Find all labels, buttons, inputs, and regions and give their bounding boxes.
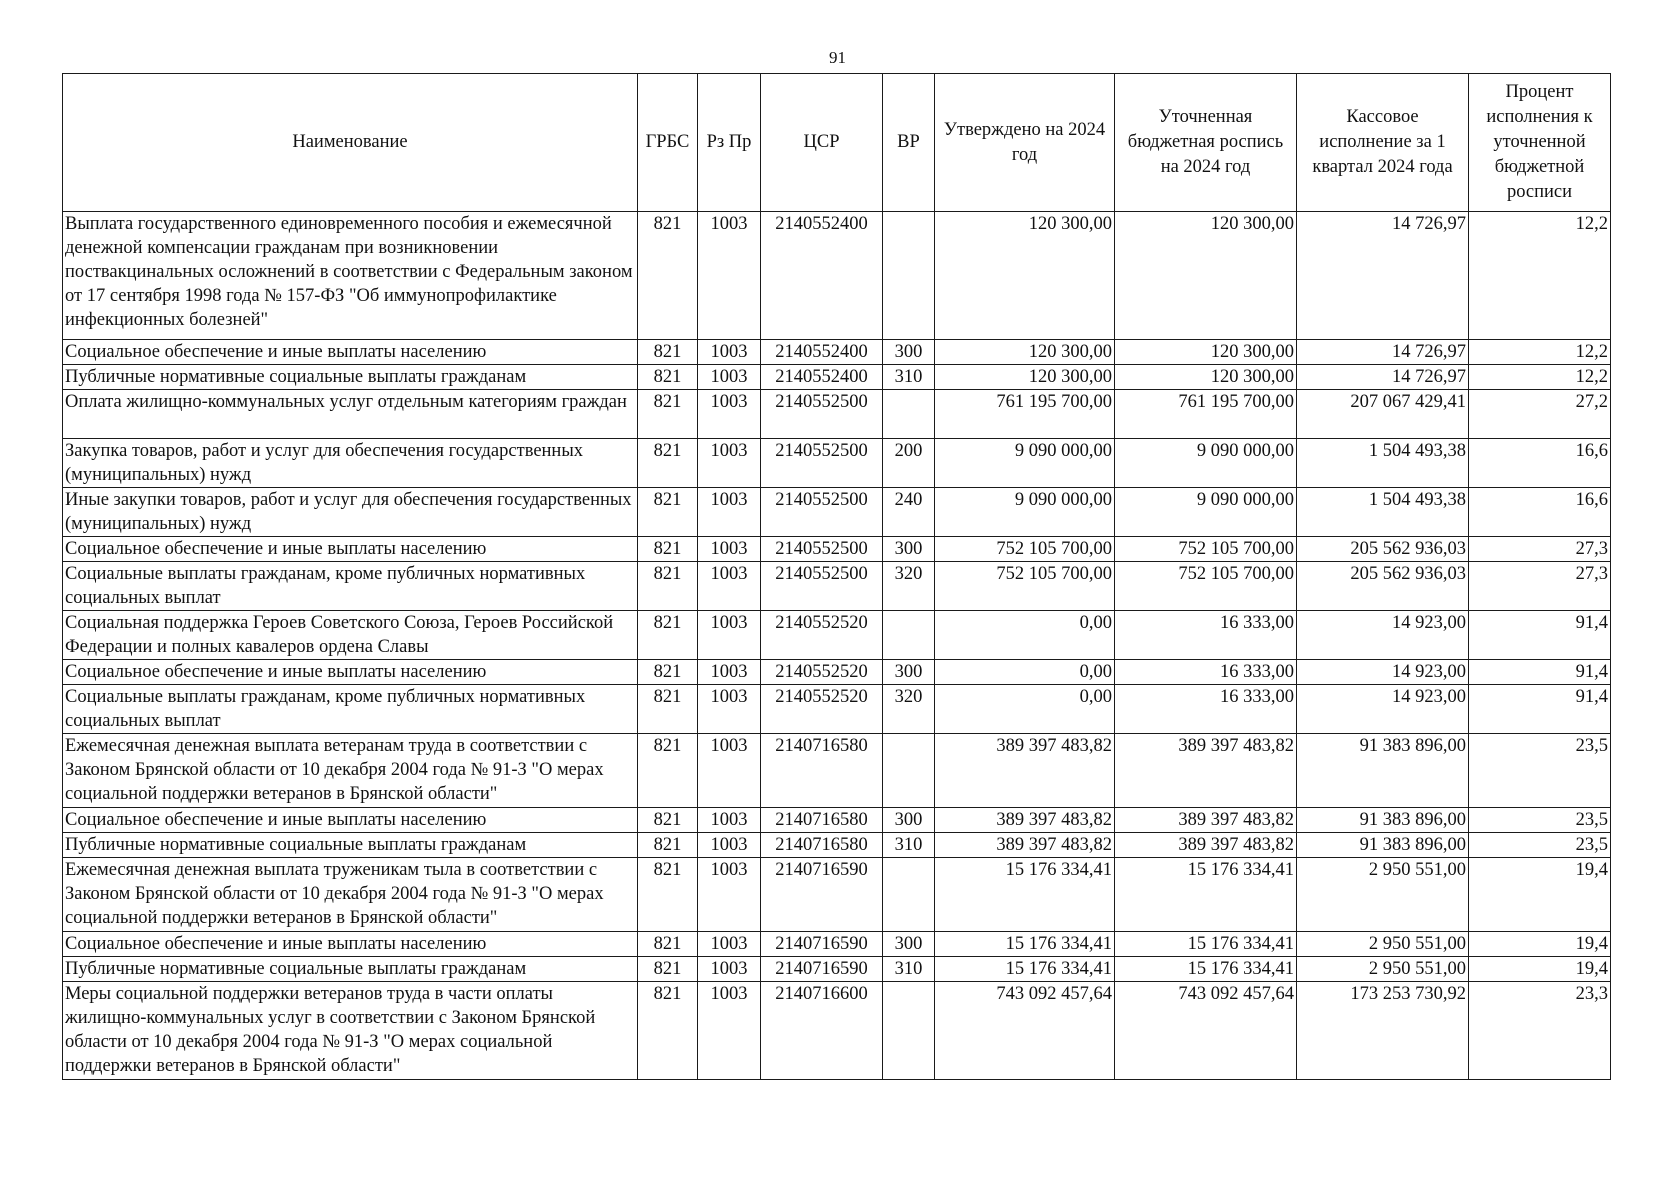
cell-refined: 16 333,00 (1115, 660, 1297, 685)
cell-rzpr: 1003 (698, 833, 761, 858)
cell-cash: 205 562 936,03 (1297, 537, 1469, 562)
cell-approved: 9 090 000,00 (935, 439, 1115, 488)
cell-csr: 2140716590 (761, 858, 883, 932)
cell-cash: 14 726,97 (1297, 212, 1469, 340)
cell-grbs: 821 (638, 734, 698, 808)
cell-csr: 2140552400 (761, 365, 883, 390)
cell-vr: 300 (883, 932, 935, 957)
cell-grbs: 821 (638, 390, 698, 439)
cell-vr: 300 (883, 660, 935, 685)
cell-rzpr: 1003 (698, 858, 761, 932)
cell-percent: 16,6 (1469, 488, 1611, 537)
budget-execution-table (62, 73, 1611, 1080)
cell-approved: 752 105 700,00 (935, 537, 1115, 562)
cell-cash: 91 383 896,00 (1297, 808, 1469, 833)
cell-approved: 761 195 700,00 (935, 390, 1115, 439)
cell-vr: 310 (883, 365, 935, 390)
cell-name: Закупка товаров, работ и услуг для обеспечения государственных (муниципальных) нужд (63, 439, 638, 488)
cell-grbs: 821 (638, 562, 698, 611)
table-row (63, 390, 1611, 439)
cell-refined: 752 105 700,00 (1115, 537, 1297, 562)
cell-grbs: 821 (638, 808, 698, 833)
cell-name: Ежемесячная денежная выплата труженикам тыла в соответствии с Законом Брянской области от 10 декабря 2004 года № 91-З "О мерах социальной поддержки ветеранов в Брянской области" (63, 858, 638, 932)
header-percent: Процент исполнения к уточненной бюджетной росписи (1469, 74, 1611, 212)
cell-approved: 9 090 000,00 (935, 488, 1115, 537)
cell-vr: 320 (883, 562, 935, 611)
cell-name: Социальное обеспечение и иные выплаты населению (63, 808, 638, 833)
cell-grbs: 821 (638, 537, 698, 562)
cell-rzpr: 1003 (698, 390, 761, 439)
cell-cash: 2 950 551,00 (1297, 858, 1469, 932)
cell-name: Меры социальной поддержки ветеранов труда в части оплаты жилищно-коммунальных услуг в соответствии с Законом Брянской области от 10 декабря 2004 года № 91-З "О мерах социальной поддержки ветеранов в Брянской области" (63, 982, 638, 1080)
cell-rzpr: 1003 (698, 982, 761, 1080)
cell-grbs: 821 (638, 340, 698, 365)
cell-csr: 2140716590 (761, 957, 883, 982)
cell-approved: 0,00 (935, 611, 1115, 660)
cell-grbs: 821 (638, 833, 698, 858)
cell-percent: 12,2 (1469, 340, 1611, 365)
cell-cash: 14 726,97 (1297, 365, 1469, 390)
cell-percent: 23,5 (1469, 808, 1611, 833)
cell-grbs: 821 (638, 982, 698, 1080)
table-row (63, 562, 1611, 611)
table-row (63, 858, 1611, 932)
cell-name: Социальное обеспечение и иные выплаты населению (63, 660, 638, 685)
cell-name: Социальная поддержка Героев Советского Союза, Героев Российской Федерации и полных кавалеров ордена Славы (63, 611, 638, 660)
cell-refined: 120 300,00 (1115, 212, 1297, 340)
cell-csr: 2140716580 (761, 808, 883, 833)
cell-refined: 389 397 483,82 (1115, 734, 1297, 808)
header-grbs: ГРБС (638, 74, 698, 212)
cell-vr: 240 (883, 488, 935, 537)
cell-vr (883, 212, 935, 340)
cell-rzpr: 1003 (698, 957, 761, 982)
cell-rzpr: 1003 (698, 212, 761, 340)
table-row (63, 537, 1611, 562)
cell-csr: 2140552500 (761, 537, 883, 562)
cell-cash: 2 950 551,00 (1297, 957, 1469, 982)
cell-grbs: 821 (638, 439, 698, 488)
cell-grbs: 821 (638, 488, 698, 537)
cell-cash: 1 504 493,38 (1297, 439, 1469, 488)
cell-vr (883, 858, 935, 932)
table-row (63, 685, 1611, 734)
cell-name: Социальное обеспечение и иные выплаты населению (63, 340, 638, 365)
cell-approved: 120 300,00 (935, 365, 1115, 390)
cell-refined: 752 105 700,00 (1115, 562, 1297, 611)
cell-name: Социальные выплаты гражданам, кроме публичных нормативных социальных выплат (63, 685, 638, 734)
cell-csr: 2140552500 (761, 390, 883, 439)
table-row (63, 932, 1611, 957)
page-number: 91 (829, 48, 846, 67)
header-cash: Кассовое исполнение за 1 квартал 2024 года (1297, 74, 1469, 212)
cell-vr (883, 390, 935, 439)
cell-grbs: 821 (638, 660, 698, 685)
cell-rzpr: 1003 (698, 340, 761, 365)
cell-cash: 207 067 429,41 (1297, 390, 1469, 439)
cell-csr: 2140716600 (761, 982, 883, 1080)
cell-refined: 389 397 483,82 (1115, 808, 1297, 833)
cell-approved: 15 176 334,41 (935, 957, 1115, 982)
cell-vr: 310 (883, 833, 935, 858)
cell-grbs: 821 (638, 957, 698, 982)
cell-vr: 310 (883, 957, 935, 982)
cell-approved: 743 092 457,64 (935, 982, 1115, 1080)
cell-approved: 120 300,00 (935, 340, 1115, 365)
cell-percent: 16,6 (1469, 439, 1611, 488)
cell-refined: 743 092 457,64 (1115, 982, 1297, 1080)
cell-csr: 2140716590 (761, 932, 883, 957)
table-row (63, 660, 1611, 685)
cell-cash: 1 504 493,38 (1297, 488, 1469, 537)
cell-refined: 120 300,00 (1115, 365, 1297, 390)
header-approved: Утверждено на 2024 год (935, 74, 1115, 212)
cell-percent: 91,4 (1469, 611, 1611, 660)
cell-name: Публичные нормативные социальные выплаты гражданам (63, 833, 638, 858)
table-body (63, 212, 1611, 1080)
cell-refined: 761 195 700,00 (1115, 390, 1297, 439)
cell-percent: 19,4 (1469, 957, 1611, 982)
cell-csr: 2140552520 (761, 611, 883, 660)
cell-rzpr: 1003 (698, 537, 761, 562)
cell-name: Выплата государственного единовременного пособия и ежемесячной денежной компенсации гражданам при возникновении поствакцинальных осложнений в соответствии с Федеральным законом от 17 сентября 1998 года № 157-ФЗ "Об иммунопрофилактике инфекционных болезней" (63, 212, 638, 340)
cell-approved: 15 176 334,41 (935, 932, 1115, 957)
cell-vr (883, 611, 935, 660)
cell-approved: 389 397 483,82 (935, 833, 1115, 858)
cell-cash: 14 923,00 (1297, 685, 1469, 734)
cell-csr: 2140552520 (761, 685, 883, 734)
cell-approved: 752 105 700,00 (935, 562, 1115, 611)
header-name: Наименование (63, 74, 638, 212)
cell-rzpr: 1003 (698, 611, 761, 660)
cell-refined: 15 176 334,41 (1115, 957, 1297, 982)
table-header-row (63, 74, 1611, 212)
cell-name: Оплата жилищно-коммунальных услуг отдельным категориям граждан (63, 390, 638, 439)
table-row (63, 734, 1611, 808)
cell-refined: 389 397 483,82 (1115, 833, 1297, 858)
cell-csr: 2140552500 (761, 439, 883, 488)
cell-name: Ежемесячная денежная выплата ветеранам труда в соответствии с Законом Брянской области от 10 декабря 2004 года № 91-З "О мерах социальной поддержки ветеранов в Брянской области" (63, 734, 638, 808)
cell-percent: 23,3 (1469, 982, 1611, 1080)
cell-vr: 300 (883, 537, 935, 562)
cell-name: Социальное обеспечение и иные выплаты населению (63, 537, 638, 562)
cell-csr: 2140716580 (761, 833, 883, 858)
table-row (63, 212, 1611, 340)
cell-vr (883, 982, 935, 1080)
cell-vr (883, 734, 935, 808)
cell-vr: 320 (883, 685, 935, 734)
cell-percent: 23,5 (1469, 833, 1611, 858)
cell-grbs: 821 (638, 611, 698, 660)
cell-approved: 120 300,00 (935, 212, 1115, 340)
cell-name: Публичные нормативные социальные выплаты гражданам (63, 365, 638, 390)
table-row (63, 439, 1611, 488)
table-row (63, 808, 1611, 833)
cell-refined: 16 333,00 (1115, 685, 1297, 734)
cell-name: Социальное обеспечение и иные выплаты населению (63, 932, 638, 957)
cell-refined: 15 176 334,41 (1115, 932, 1297, 957)
table-row (63, 982, 1611, 1080)
cell-cash: 2 950 551,00 (1297, 932, 1469, 957)
cell-rzpr: 1003 (698, 808, 761, 833)
cell-csr: 2140552400 (761, 340, 883, 365)
cell-cash: 91 383 896,00 (1297, 734, 1469, 808)
cell-rzpr: 1003 (698, 734, 761, 808)
cell-refined: 15 176 334,41 (1115, 858, 1297, 932)
cell-percent: 12,2 (1469, 365, 1611, 390)
table-row (63, 340, 1611, 365)
cell-cash: 205 562 936,03 (1297, 562, 1469, 611)
cell-approved: 389 397 483,82 (935, 734, 1115, 808)
cell-name: Социальные выплаты гражданам, кроме публичных нормативных социальных выплат (63, 562, 638, 611)
cell-refined: 9 090 000,00 (1115, 439, 1297, 488)
cell-grbs: 821 (638, 858, 698, 932)
cell-cash: 14 923,00 (1297, 611, 1469, 660)
cell-percent: 91,4 (1469, 660, 1611, 685)
table-row (63, 957, 1611, 982)
cell-csr: 2140716580 (761, 734, 883, 808)
cell-grbs: 821 (638, 932, 698, 957)
table-row (63, 833, 1611, 858)
cell-percent: 27,2 (1469, 390, 1611, 439)
cell-cash: 14 923,00 (1297, 660, 1469, 685)
cell-rzpr: 1003 (698, 365, 761, 390)
cell-approved: 0,00 (935, 685, 1115, 734)
cell-grbs: 821 (638, 685, 698, 734)
cell-refined: 16 333,00 (1115, 611, 1297, 660)
cell-percent: 27,3 (1469, 562, 1611, 611)
cell-cash: 173 253 730,92 (1297, 982, 1469, 1080)
cell-percent: 19,4 (1469, 932, 1611, 957)
cell-rzpr: 1003 (698, 488, 761, 537)
cell-rzpr: 1003 (698, 660, 761, 685)
cell-cash: 14 726,97 (1297, 340, 1469, 365)
cell-rzpr: 1003 (698, 932, 761, 957)
cell-refined: 120 300,00 (1115, 340, 1297, 365)
cell-percent: 23,5 (1469, 734, 1611, 808)
table-row (63, 611, 1611, 660)
cell-csr: 2140552500 (761, 488, 883, 537)
cell-percent: 12,2 (1469, 212, 1611, 340)
cell-name: Иные закупки товаров, работ и услуг для обеспечения государственных (муниципальных) нужд (63, 488, 638, 537)
cell-csr: 2140552520 (761, 660, 883, 685)
cell-rzpr: 1003 (698, 685, 761, 734)
table-row (63, 488, 1611, 537)
cell-grbs: 821 (638, 365, 698, 390)
cell-percent: 19,4 (1469, 858, 1611, 932)
cell-grbs: 821 (638, 212, 698, 340)
cell-name: Публичные нормативные социальные выплаты гражданам (63, 957, 638, 982)
cell-rzpr: 1003 (698, 562, 761, 611)
cell-csr: 2140552400 (761, 212, 883, 340)
cell-cash: 91 383 896,00 (1297, 833, 1469, 858)
cell-vr: 300 (883, 340, 935, 365)
header-csr: ЦСР (761, 74, 883, 212)
cell-approved: 389 397 483,82 (935, 808, 1115, 833)
table-row (63, 365, 1611, 390)
cell-percent: 27,3 (1469, 537, 1611, 562)
header-rzpr: Рз Пр (698, 74, 761, 212)
cell-approved: 15 176 334,41 (935, 858, 1115, 932)
cell-refined: 9 090 000,00 (1115, 488, 1297, 537)
cell-rzpr: 1003 (698, 439, 761, 488)
cell-percent: 91,4 (1469, 685, 1611, 734)
cell-vr: 300 (883, 808, 935, 833)
header-refined: Уточненная бюджетная роспись на 2024 год (1115, 74, 1297, 212)
cell-vr: 200 (883, 439, 935, 488)
header-vr: ВР (883, 74, 935, 212)
cell-csr: 2140552500 (761, 562, 883, 611)
cell-approved: 0,00 (935, 660, 1115, 685)
